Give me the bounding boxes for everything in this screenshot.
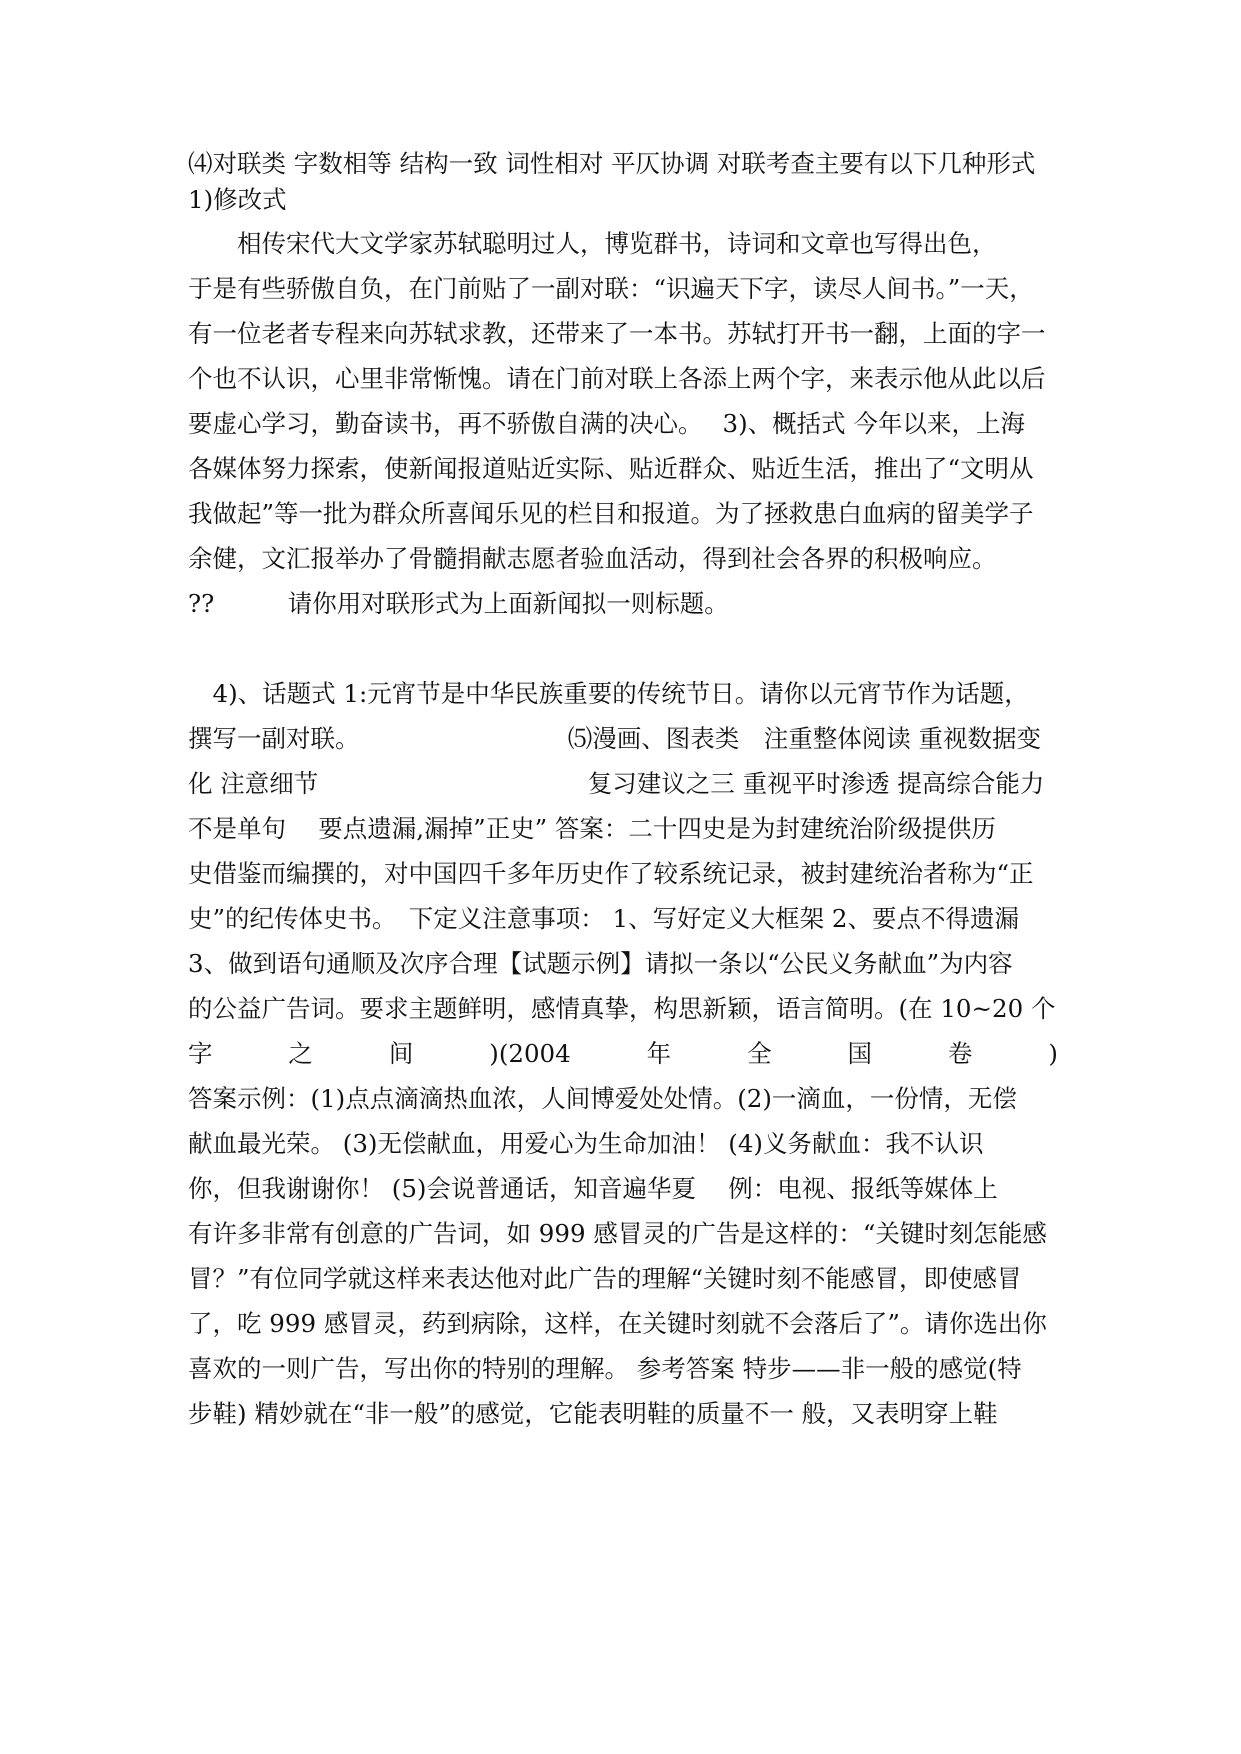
text-line: 各媒体努力探索，使新闻报道贴近实际、贴近群众、贴近生活，推出了“文明从 — [188, 454, 1034, 483]
text-line: 有许多非常有创意的广告词，如 999 感冒灵的广告是这样的：“关键时刻怎能感 — [188, 1219, 1047, 1248]
spread-word: 国 — [847, 1039, 872, 1068]
text-line: 3、做到语句通顺及次序合理【试题示例】请拟一条以“公民义务献血”为内容 — [188, 949, 1013, 978]
text-line: 4)、话题式 1:元宵节是中华民族重要的传统节日。请你以元宵节作为话题， — [188, 679, 1029, 708]
text-line: 的公益广告词。要求主题鲜明，感情真挚，构思新颖，语言简明。(在 10~20 个 — [188, 994, 1056, 1023]
text-line: 喜欢的一则广告，写出你的特别的理解。 参考答案 特步——非一般的感觉(特 — [188, 1354, 1022, 1383]
text-line: ⑷对联类 字数相等 结构一致 词性相对 平仄协调 对联考查主要有以下几种形式 — [188, 149, 1036, 178]
spread-word: ) — [1048, 1039, 1058, 1068]
spread-word: 年 — [646, 1039, 672, 1068]
text-line: 步鞋) 精妙就在“非一般”的感觉，它能表明鞋的质量不一 般，又表明穿上鞋 — [188, 1399, 998, 1428]
text-line: 个也不认识，心里非常惭愧。请在门前对联上各添上两个字，来表示他从此以后 — [188, 364, 1046, 393]
text-line: ?? 请你用对联形式为上面新闻拟一则标题。 — [188, 589, 729, 618]
spread-word: 之 — [288, 1039, 313, 1068]
spread-word: 间 — [388, 1039, 414, 1068]
text-line: 余健，文汇报举办了骨髓捐献志愿者验血活动，得到社会各界的积极响应。 — [188, 544, 997, 573]
text-line: 冒？”有位同学就这样来表达他对此广告的理解“关键时刻不能感冒，即使感冒 — [188, 1264, 1022, 1293]
text-line: 化 注意细节 复习建议之三 重视平时渗透 提高综合能力 — [188, 769, 1045, 798]
text-line: 我做起”等一批为群众所喜闻乐见的栏目和报道。为了拯救患白血病的留美学子 — [188, 499, 1034, 528]
text-line: 献血最光荣。 (3)无偿献血，用爱心为生命加油！ (4)义务献血：我不认识 — [188, 1129, 984, 1158]
text-line: 相传宋代大文学家苏轼聪明过人，博览群书，诗词和文章也写得出色， — [188, 229, 997, 258]
text-line-spread — [188, 1036, 1058, 1072]
text-line: 1)修改式 — [188, 185, 287, 214]
text-line: 了，吃 999 感冒灵，药到病除，这样，在关键时刻就不会落后了”。请你选出你 — [188, 1309, 1047, 1338]
text-line: 要虚心学习，勤奋读书，再不骄傲自满的决心。 3)、概括式 今年以来，上海 — [188, 409, 1025, 438]
text-line: 史”的纪传体史书。 下定义注意事项： 1、写好定义大框架 2、要点不得遗漏 — [188, 904, 1020, 933]
text-line: 撰写一副对联。 ⑸漫画、图表类 注重整体阅读 重视数据变 — [188, 724, 1042, 753]
text-line: 于是有些骄傲自负，在门前贴了一副对联：“识遍天下字，读尽人间书。”一天， — [188, 274, 1034, 303]
spread-word: 全 — [747, 1039, 772, 1068]
spread-word: )(2004 — [489, 1039, 571, 1068]
spread-word: 卷 — [947, 1039, 973, 1068]
text-line: 你，但我谢谢你！ (5)会说普通话，知音遍华夏 例：电视、报纸等媒体上 — [188, 1174, 998, 1203]
text-line: 史借鉴而编撰的，对中国四千多年历史作了较系统记录，被封建统治者称为“正 — [188, 859, 1034, 888]
text-line: 不是单句 要点遗漏,漏掉”正史” 答案：二十四史是为封建统治阶级提供历 — [188, 814, 996, 843]
text-line: 有一位老者专程来向苏轼求教，还带来了一本书。苏轼打开书一翻，上面的字一 — [188, 319, 1046, 348]
text-line: 答案示例：(1)点点滴滴热血浓，人间博爱处处情。(2)一滴血，一份情，无偿 — [188, 1084, 1017, 1113]
spread-word: 字 — [188, 1039, 213, 1068]
